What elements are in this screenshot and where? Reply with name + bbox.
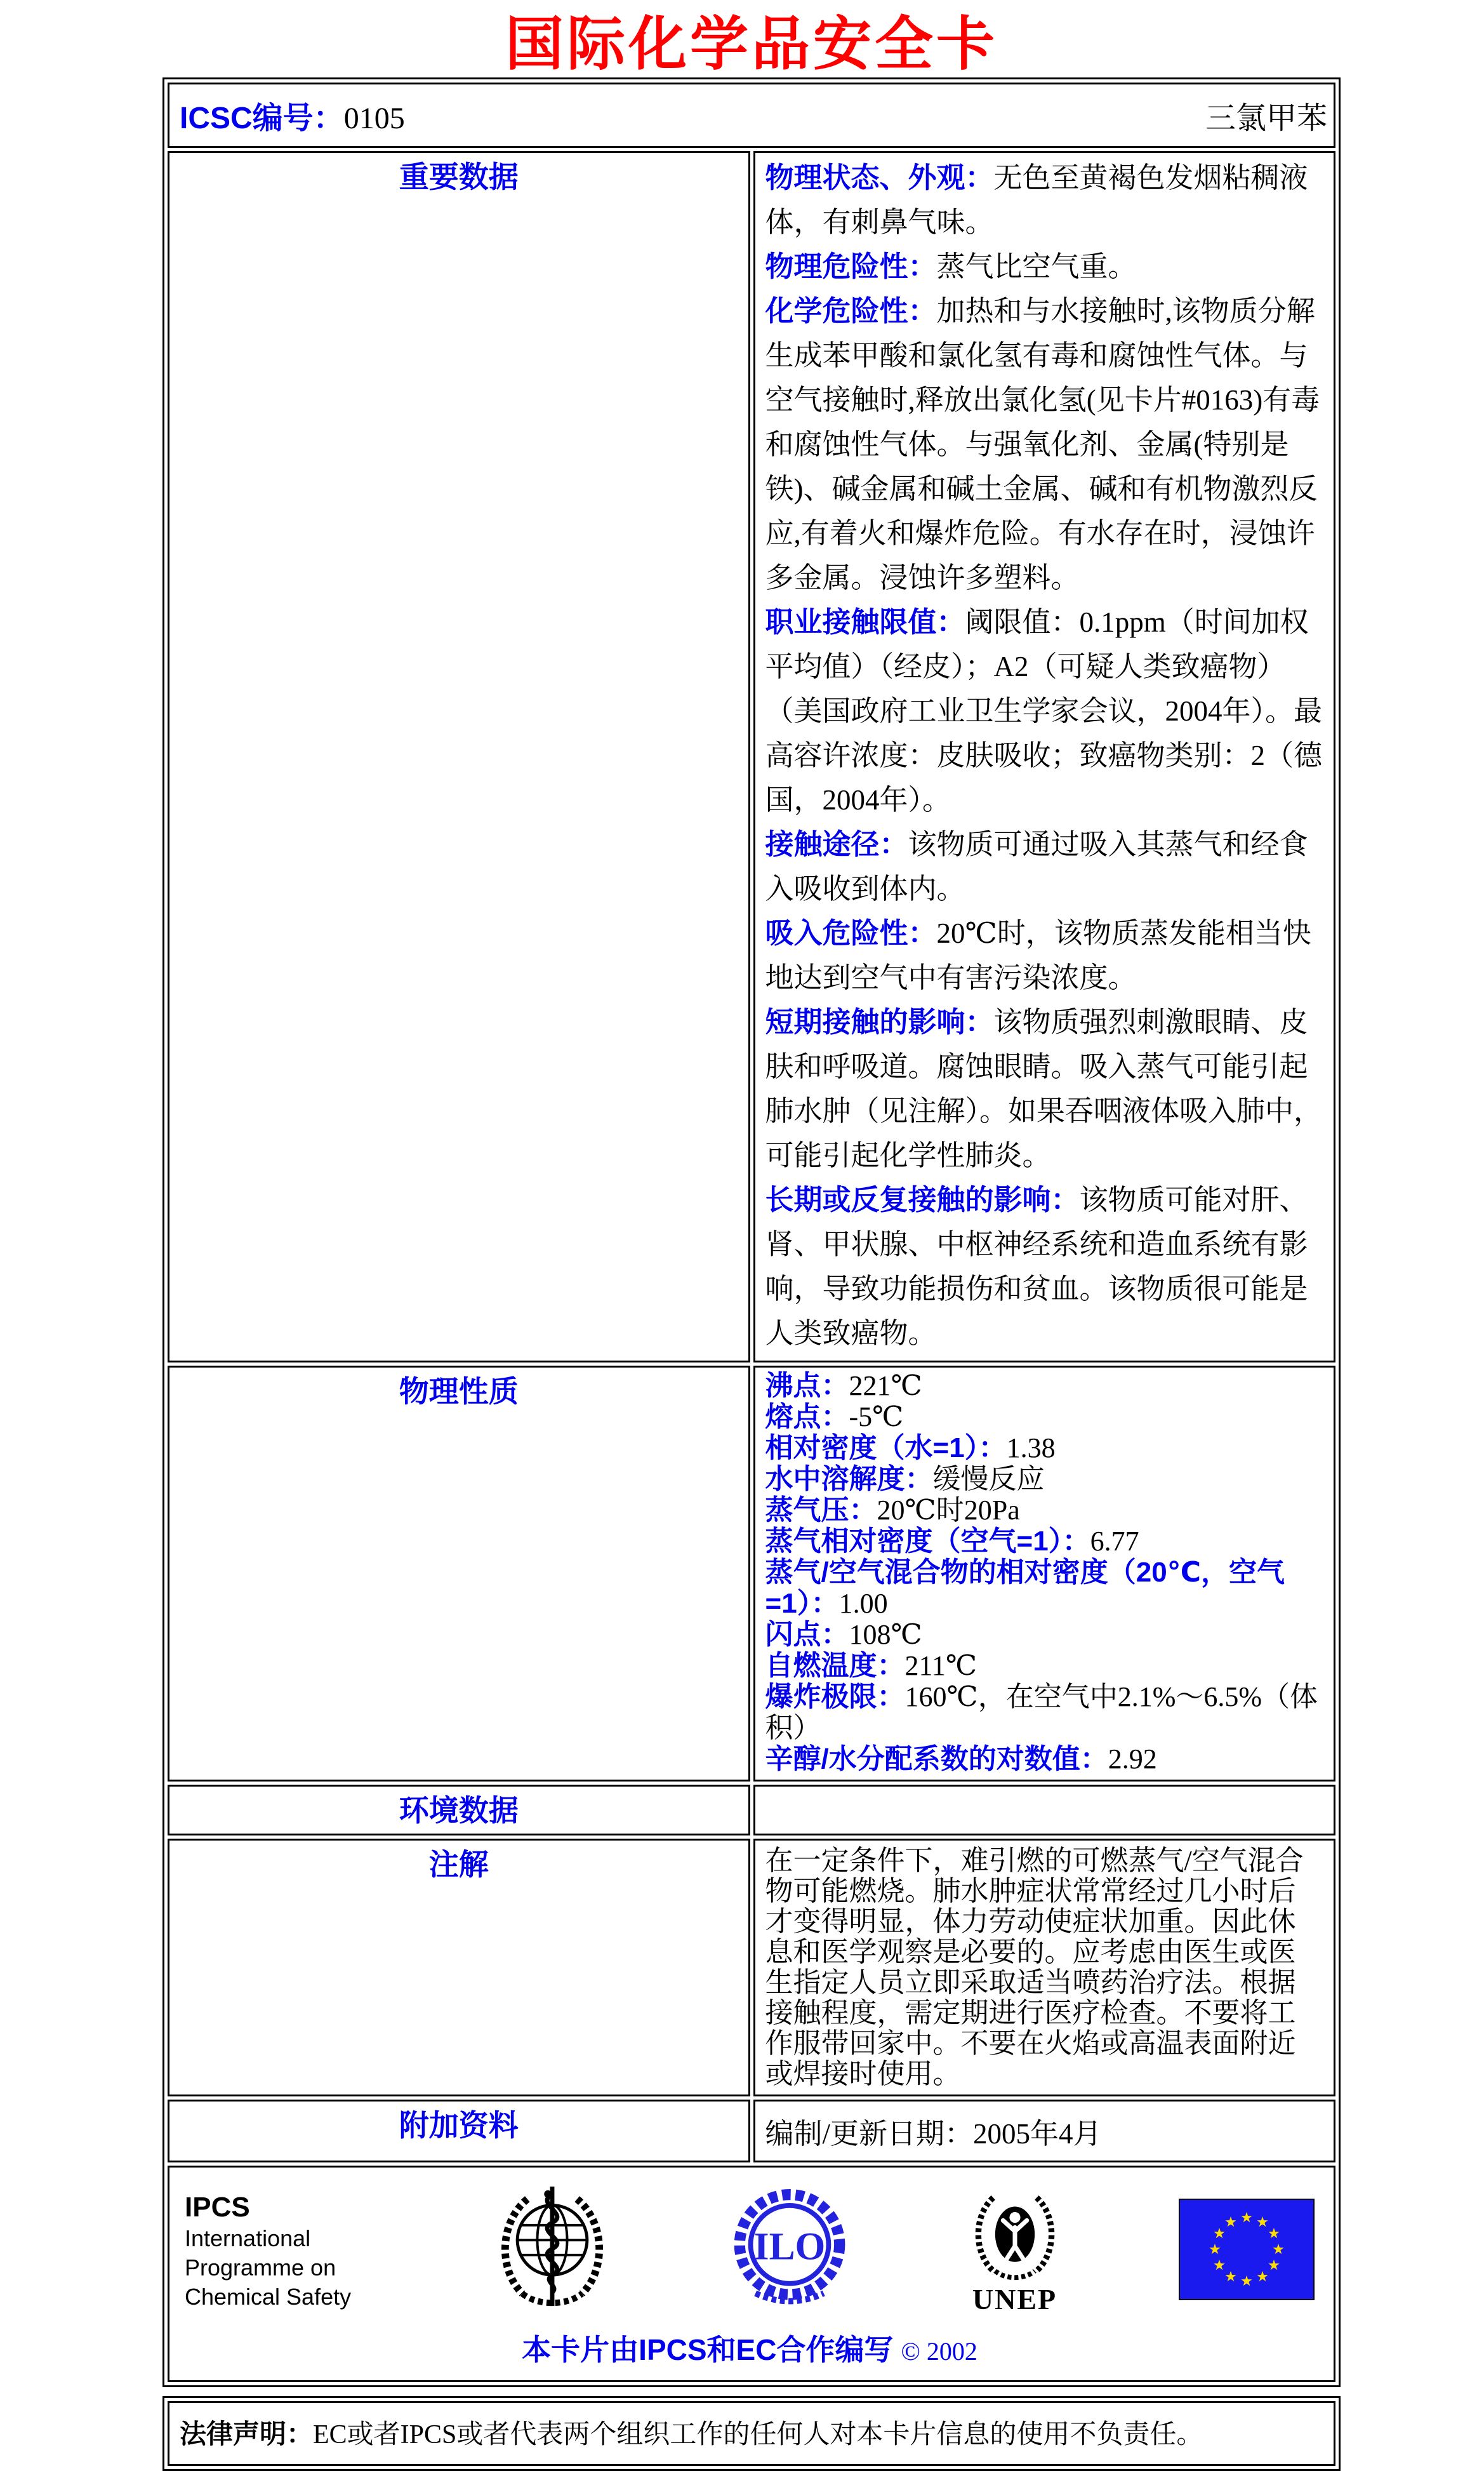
credit-text: 本卡片由IPCS和EC合作编写 — [522, 2333, 894, 2366]
environment-data-content — [753, 1785, 1336, 1835]
property-value: 211℃ — [904, 1650, 977, 1681]
section-text: 加热和与水接触时,该物质分解生成苯甲酸和氯化氢有毒和腐蚀性气体。与空气接触时,释放出氯化氢(见卡片#0163)有毒和腐蚀性气体。与强氧化剂、金属(特别是铁)、碱金属和碱土金属、碱和有机物激烈反应,有着火和爆炸危险。有水存在时，浸蚀许多金属。浸蚀许多塑料。 — [765, 295, 1320, 594]
section-label: 化学危险性： — [765, 295, 937, 327]
section-label: 物理危险性： — [765, 250, 937, 283]
physical-property — [765, 1681, 1324, 1743]
important-section — [765, 911, 1324, 1000]
safety-card — [162, 0, 1341, 2471]
section-label: 物理状态、外观： — [765, 161, 994, 194]
legal-cell — [168, 2401, 1335, 2466]
page-title: 国际化学品安全卡 — [505, 12, 998, 77]
row-label-additional-info: 附加资料 — [168, 2100, 750, 2162]
property-label: 闪点： — [765, 1619, 849, 1650]
important-section — [765, 1000, 1324, 1178]
ipcs-line: International — [185, 2225, 311, 2251]
section-text: 该物质可能对肝、肾、甲状腺、中枢神经系统和造血系统有影响，导致功能损伤和贫血。该物质很可能是人类致癌物。 — [765, 1184, 1308, 1349]
copyright-text: © 2002 — [901, 2337, 977, 2366]
legal-label: 法律声明： — [180, 2419, 314, 2449]
physical-property — [765, 1463, 1324, 1495]
important-section — [765, 156, 1324, 244]
important-data-row — [168, 151, 1335, 1362]
additional-info-content: 编制/更新日期：2005年4月 — [753, 2100, 1336, 2162]
row-label-notes: 注解 — [168, 1839, 750, 2096]
physical-property — [765, 1743, 1324, 1775]
who-logo-icon — [490, 2184, 614, 2318]
physical-property — [765, 1401, 1324, 1432]
property-label: 相对密度（水=1）： — [765, 1432, 1007, 1463]
property-label: 熔点： — [765, 1401, 849, 1432]
important-section — [765, 822, 1324, 911]
section-text: 阈限值：0.1ppm（时间加权平均值）（经皮）；A2（可疑人类致癌物）（美国政府工业卫生学家会议，2004年）。最高容许浓度：皮肤吸收；致癌物类别：2（德国，2004年）。 — [765, 606, 1323, 816]
section-label: 长期或反复接触的影响： — [765, 1183, 1080, 1216]
row-label-physical-properties: 物理性质 — [168, 1366, 750, 1782]
ilo-logo-text: ILO — [753, 2225, 826, 2268]
important-section — [765, 289, 1324, 600]
important-section — [765, 1178, 1324, 1355]
icsc-number-label: ICSC编号： — [180, 102, 344, 135]
property-label: 水中溶解度： — [765, 1463, 933, 1495]
property-value: 6.77 — [1090, 1526, 1139, 1557]
property-label: 沸点： — [765, 1370, 849, 1401]
property-value: 20℃时20Pa — [877, 1495, 1020, 1526]
property-label: 蒸气压： — [765, 1495, 877, 1526]
section-label: 短期接触的影响： — [765, 1006, 994, 1038]
eu-flag-icon — [1179, 2199, 1315, 2303]
legal-table — [162, 2396, 1341, 2471]
ipcs-line: Chemical Safety — [185, 2283, 352, 2310]
notes-row — [168, 1839, 1335, 2096]
environment-data-row — [168, 1785, 1335, 1835]
property-value: 缓慢反应 — [932, 1463, 1045, 1495]
icsc-number-value: 0105 — [343, 102, 405, 135]
property-value: 1.00 — [838, 1588, 888, 1619]
ipcs-text-block — [185, 2191, 375, 2312]
physical-property — [765, 1619, 1324, 1650]
main-table — [162, 77, 1341, 2387]
ipcs-abbr: IPCS — [185, 2191, 250, 2223]
property-value: 2.92 — [1108, 1743, 1157, 1775]
icsc-number-group — [180, 93, 405, 137]
notes-text: 在一定条件下，难引燃的可燃蒸气/空气混合物可能燃烧。肺水肿症状常常经过几小时后才变得明显，体力劳动使症状加重。因此休息和医学观察是必要的。应考虑由医生或医生指定人员立即采取适当喷药治疗法。根据接触程度，需定期进行医疗检查。不要将工作服带回家中。不要在火焰或高温表面附近或焊接时使用。 — [765, 1845, 1304, 2089]
physical-property — [765, 1650, 1324, 1681]
physical-property — [765, 1526, 1324, 1557]
physical-property — [765, 1432, 1324, 1463]
ipcs-line: Programme on — [185, 2254, 336, 2281]
property-label: 自燃温度： — [765, 1650, 905, 1681]
property-value: 1.38 — [1006, 1432, 1056, 1463]
property-value: 108℃ — [849, 1619, 922, 1650]
row-label-important-data: 重要数据 — [168, 151, 750, 1362]
property-value: 160℃，在空气中2.1%～6.5%（体积） — [765, 1681, 1318, 1743]
unep-logo-icon — [965, 2275, 1064, 2286]
important-section — [765, 244, 1324, 289]
legal-text: EC或者IPCS或者代表两个组织工作的任何人对本卡片信息的使用不负责任。 — [313, 2420, 1203, 2449]
section-label: 职业接触限值： — [765, 606, 965, 638]
section-text: 无色至黄褐色发烟粘稠液体，有刺鼻气味。 — [765, 162, 1308, 238]
property-label: 蒸气相对密度（空气=1）： — [765, 1526, 1090, 1557]
property-label: 辛醇/水分配系数的对数值： — [765, 1743, 1108, 1775]
section-text: 20℃时，该物质蒸发能相当快地达到空气中有害污染浓度。 — [765, 917, 1311, 994]
section-label: 吸入危险性： — [765, 917, 937, 949]
property-label: 蒸气/空气混合物的相对密度（20℃，空气=1）： — [765, 1557, 1285, 1619]
unep-caption: UNEP — [972, 2283, 1057, 2315]
row-label-environment-data: 环境数据 — [168, 1785, 750, 1835]
property-label: 爆炸极限： — [765, 1681, 905, 1712]
unep-logo-block — [965, 2190, 1064, 2315]
logos-cell — [168, 2166, 1335, 2382]
legal-row — [168, 2401, 1335, 2466]
property-value: -5℃ — [849, 1401, 904, 1432]
section-text: 该物质可通过吸入其蒸气和经食入吸收到体内。 — [765, 829, 1308, 905]
icsc-header-row — [168, 83, 1335, 148]
icsc-header-cell — [168, 83, 1335, 148]
ilo-logo-icon — [729, 2188, 851, 2314]
notes-content — [753, 1839, 1336, 2096]
logos-row — [168, 2166, 1335, 2382]
physical-property — [765, 1370, 1324, 1401]
credit-line — [185, 2327, 1315, 2369]
important-data-content — [753, 151, 1336, 1362]
additional-info-row — [168, 2100, 1335, 2162]
property-value: 221℃ — [849, 1370, 922, 1401]
section-text: 该物质强烈刺激眼睛、皮肤和呼吸道。腐蚀眼睛。吸入蒸气可能引起肺水肿（见注解）。如果吞咽液体吸入肺中，可能引起化学性肺炎。 — [765, 1006, 1323, 1171]
chemical-name: 三氯甲苯 — [1205, 102, 1327, 135]
physical-property — [765, 1557, 1324, 1619]
important-section — [765, 600, 1324, 822]
physical-properties-row — [168, 1366, 1335, 1782]
physical-property — [765, 1495, 1324, 1526]
section-label: 接触途径： — [765, 828, 908, 860]
physical-properties-content — [753, 1366, 1336, 1782]
section-text: 蒸气比空气重。 — [936, 251, 1137, 283]
